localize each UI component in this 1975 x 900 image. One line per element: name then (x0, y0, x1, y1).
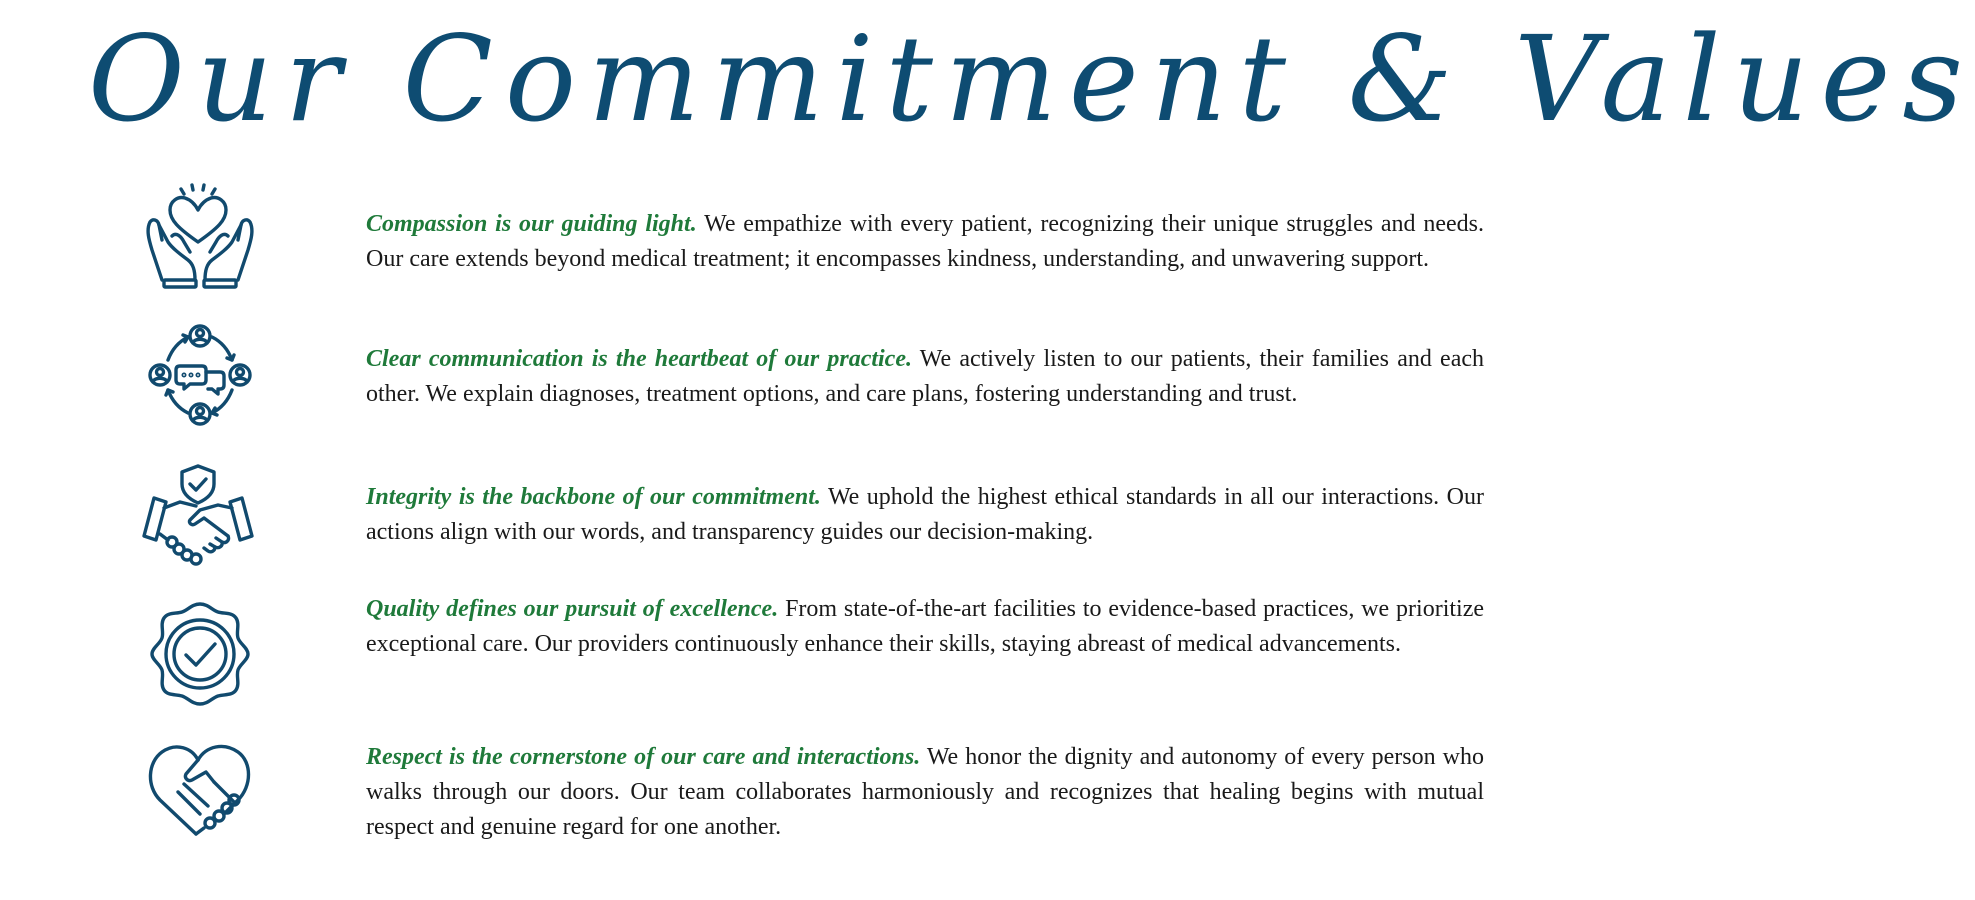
value-text (366, 207, 1484, 277)
quality-badge-check-icon (138, 598, 262, 708)
handshake-shield-icon (138, 460, 262, 570)
value-heading: Quality defines our pursuit of excellence. (366, 596, 779, 622)
value-heading: Clear communication is the heartbeat of our practice. (366, 346, 912, 372)
page-title: Our Commitment & Values (88, 10, 1975, 148)
value-heading: Integrity is the backbone of our commitment. (366, 484, 821, 510)
value-text (366, 592, 1484, 662)
value-text (366, 740, 1484, 845)
value-body: We empathize with every patient, recognizing their unique struggles and needs. Our care extends beyond medical treatment; it encompasses kindness, understanding, and unwavering support. (366, 211, 1485, 272)
value-body: We actively listen to our patients, their families and each other. We explain diagnoses, treatment options, and care plans, fostering understanding and trust. (366, 346, 1485, 407)
heart-handshake-icon (138, 734, 262, 844)
value-body: From state-of-the-art facilities to evidence-based practices, we prioritize exceptional care. Our providers continuously enhance their skills, staying abreast of medical advancements. (366, 596, 1485, 657)
communication-cycle-icon (138, 322, 262, 432)
value-text (366, 342, 1484, 412)
value-text (366, 480, 1484, 550)
caring-hands-heart-icon (138, 184, 262, 294)
value-body: We honor the dignity and autonomy of every person who walks through our doors. Our team collaborates harmoniously and recognizes that healing begins with mutual respect and genuine regard for one another. (366, 744, 1484, 840)
value-heading: Compassion is our guiding light. (366, 211, 697, 237)
value-heading: Respect is the cornerstone of our care and interactions. (366, 744, 921, 770)
value-body: We uphold the highest ethical standards in all our interactions. Our actions align with our words, and transparency guides our decision-making. (366, 484, 1484, 545)
